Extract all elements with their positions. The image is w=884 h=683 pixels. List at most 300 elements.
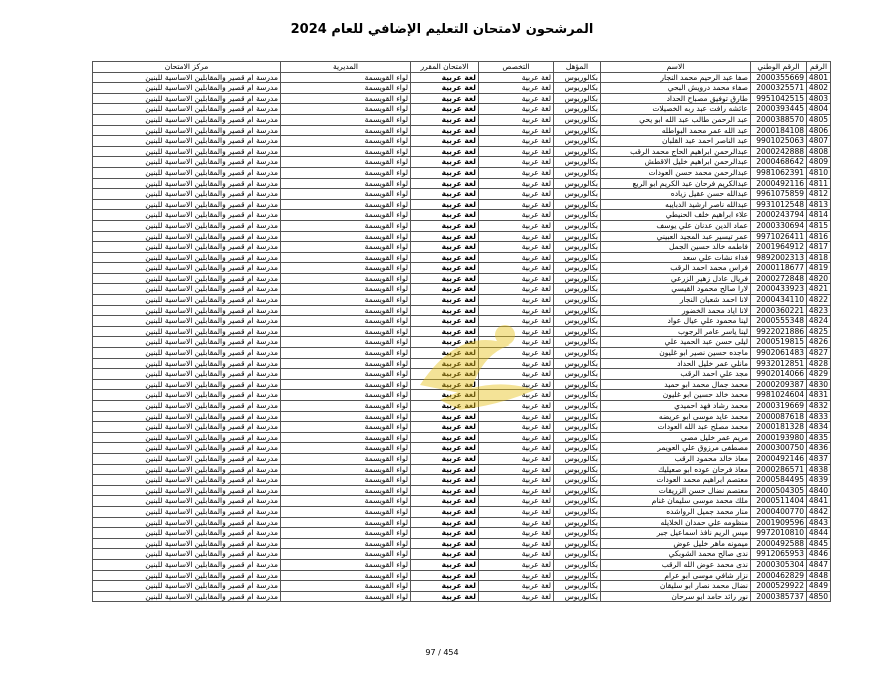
cell-scheduled-exam: لغة عربية bbox=[411, 146, 479, 157]
cell-specialization: لغة عربية bbox=[479, 432, 554, 443]
cell-name: ليلى حسن عبد الحميد علي bbox=[601, 337, 751, 348]
cell-specialization: لغة عربية bbox=[479, 517, 554, 528]
cell-national-id: 2000555348 bbox=[751, 316, 807, 327]
cell-qualification: بكالوريوس bbox=[554, 93, 601, 104]
cell-exam-center: مدرسة ام قصير والمقابلين الاساسية للبنين bbox=[93, 464, 281, 475]
table-row bbox=[93, 220, 831, 231]
cell-specialization: لغة عربية bbox=[479, 210, 554, 221]
cell-directorate: لواء القويسمة bbox=[281, 83, 411, 94]
cell-scheduled-exam: لغة عربية bbox=[411, 263, 479, 274]
cell-national-id: 2000355669 bbox=[751, 72, 807, 83]
cell-name: لارا صالح محمود القيسي bbox=[601, 284, 751, 295]
table-row bbox=[93, 570, 831, 581]
cell-directorate: لواء القويسمة bbox=[281, 220, 411, 231]
cell-scheduled-exam: لغة عربية bbox=[411, 305, 479, 316]
cell-national-id: 9971026411 bbox=[751, 231, 807, 242]
table-row bbox=[93, 348, 831, 359]
cell-qualification: بكالوريوس bbox=[554, 273, 601, 284]
cell-scheduled-exam: لغة عربية bbox=[411, 432, 479, 443]
cell-qualification: بكالوريوس bbox=[554, 178, 601, 189]
cell-number: 4827 bbox=[807, 348, 831, 359]
cell-scheduled-exam: لغة عربية bbox=[411, 379, 479, 390]
cell-specialization: لغة عربية bbox=[479, 379, 554, 390]
cell-scheduled-exam: لغة عربية bbox=[411, 401, 479, 412]
cell-number: 4819 bbox=[807, 263, 831, 274]
cell-number: 4826 bbox=[807, 337, 831, 348]
cell-name: ندى محمد عوض الله الرقب bbox=[601, 559, 751, 570]
cell-number: 4823 bbox=[807, 305, 831, 316]
cell-national-id: 9912065953 bbox=[751, 549, 807, 560]
cell-directorate: لواء القويسمة bbox=[281, 210, 411, 221]
cell-number: 4836 bbox=[807, 443, 831, 454]
cell-scheduled-exam: لغة عربية bbox=[411, 422, 479, 433]
cell-scheduled-exam: لغة عربية bbox=[411, 104, 479, 115]
cell-exam-center: مدرسة ام قصير والمقابلين الاساسية للبنين bbox=[93, 337, 281, 348]
cell-directorate: لواء القويسمة bbox=[281, 348, 411, 359]
cell-name: مانلي عمر خليل الحداد bbox=[601, 358, 751, 369]
cell-directorate: لواء القويسمة bbox=[281, 114, 411, 125]
table-row bbox=[93, 369, 831, 380]
cell-directorate: لواء القويسمة bbox=[281, 252, 411, 263]
cell-exam-center: مدرسة ام قصير والمقابلين الاساسية للبنين bbox=[93, 231, 281, 242]
cell-qualification: بكالوريوس bbox=[554, 432, 601, 443]
cell-qualification: بكالوريوس bbox=[554, 496, 601, 507]
cell-directorate: لواء القويسمة bbox=[281, 326, 411, 337]
table-row bbox=[93, 104, 831, 115]
cell-directorate: لواء القويسمة bbox=[281, 517, 411, 528]
cell-national-id: 9951042515 bbox=[751, 93, 807, 104]
cell-qualification: بكالوريوس bbox=[554, 401, 601, 412]
cell-name: عماد الدين عدنان علي يوسف bbox=[601, 220, 751, 231]
cell-scheduled-exam: لغة عربية bbox=[411, 348, 479, 359]
cell-scheduled-exam: لغة عربية bbox=[411, 273, 479, 284]
table-row bbox=[93, 93, 831, 104]
cell-number: 4845 bbox=[807, 538, 831, 549]
cell-scheduled-exam: لغة عربية bbox=[411, 231, 479, 242]
cell-scheduled-exam: لغة عربية bbox=[411, 538, 479, 549]
cell-exam-center: مدرسة ام قصير والمقابلين الاساسية للبنين bbox=[93, 125, 281, 136]
cell-specialization: لغة عربية bbox=[479, 549, 554, 560]
cell-exam-center: مدرسة ام قصير والمقابلين الاساسية للبنين bbox=[93, 316, 281, 327]
cell-scheduled-exam: لغة عربية bbox=[411, 453, 479, 464]
cell-scheduled-exam: لغة عربية bbox=[411, 72, 479, 83]
cell-name: ميس الريم نافذ اسماعيل جبر bbox=[601, 528, 751, 539]
cell-exam-center: مدرسة ام قصير والمقابلين الاساسية للبنين bbox=[93, 496, 281, 507]
cell-number: 4811 bbox=[807, 178, 831, 189]
cell-specialization: لغة عربية bbox=[479, 295, 554, 306]
cell-qualification: بكالوريوس bbox=[554, 591, 601, 602]
cell-exam-center: مدرسة ام قصير والمقابلين الاساسية للبنين bbox=[93, 549, 281, 560]
table-row bbox=[93, 517, 831, 528]
cell-exam-center: مدرسة ام قصير والمقابلين الاساسية للبنين bbox=[93, 305, 281, 316]
cell-exam-center: مدرسة ام قصير والمقابلين الاساسية للبنين bbox=[93, 379, 281, 390]
cell-scheduled-exam: لغة عربية bbox=[411, 242, 479, 253]
cell-specialization: لغة عربية bbox=[479, 422, 554, 433]
cell-qualification: بكالوريوس bbox=[554, 559, 601, 570]
cell-number: 4839 bbox=[807, 475, 831, 486]
cell-national-id: 2000393445 bbox=[751, 104, 807, 115]
cell-scheduled-exam: لغة عربية bbox=[411, 114, 479, 125]
cell-qualification: بكالوريوس bbox=[554, 189, 601, 200]
cell-number: 4837 bbox=[807, 453, 831, 464]
cell-specialization: لغة عربية bbox=[479, 485, 554, 496]
cell-qualification: بكالوريوس bbox=[554, 167, 601, 178]
cell-number: 4815 bbox=[807, 220, 831, 231]
table-row bbox=[93, 231, 831, 242]
cell-name: فريال عادل زهير الزرعي bbox=[601, 273, 751, 284]
cell-exam-center: مدرسة ام قصير والمقابلين الاساسية للبنين bbox=[93, 220, 281, 231]
cell-exam-center: مدرسة ام قصير والمقابلين الاساسية للبنين bbox=[93, 284, 281, 295]
table-row bbox=[93, 263, 831, 274]
cell-number: 4816 bbox=[807, 231, 831, 242]
cell-scheduled-exam: لغة عربية bbox=[411, 559, 479, 570]
table-row bbox=[93, 432, 831, 443]
cell-name: لينا ياسر عامر الرجوب bbox=[601, 326, 751, 337]
cell-scheduled-exam: لغة عربية bbox=[411, 369, 479, 380]
cell-national-id: 2000462829 bbox=[751, 570, 807, 581]
cell-national-id: 2000400770 bbox=[751, 506, 807, 517]
cell-specialization: لغة عربية bbox=[479, 157, 554, 168]
cell-number: 4821 bbox=[807, 284, 831, 295]
cell-name: عمر تيسير عبد المجيد العبيني bbox=[601, 231, 751, 242]
cell-qualification: بكالوريوس bbox=[554, 517, 601, 528]
cell-directorate: لواء القويسمة bbox=[281, 453, 411, 464]
table-row bbox=[93, 358, 831, 369]
cell-specialization: لغة عربية bbox=[479, 305, 554, 316]
cell-name: نزار شافي موسى ابو عرام bbox=[601, 570, 751, 581]
cell-qualification: بكالوريوس bbox=[554, 337, 601, 348]
cell-national-id: 2000325571 bbox=[751, 83, 807, 94]
cell-scheduled-exam: لغة عربية bbox=[411, 549, 479, 560]
cell-exam-center: مدرسة ام قصير والمقابلين الاساسية للبنين bbox=[93, 263, 281, 274]
cell-specialization: لغة عربية bbox=[479, 453, 554, 464]
cell-exam-center: مدرسة ام قصير والمقابلين الاساسية للبنين bbox=[93, 485, 281, 496]
cell-qualification: بكالوريوس bbox=[554, 443, 601, 454]
cell-specialization: لغة عربية bbox=[479, 591, 554, 602]
cell-name: عبدالرحمن محمد حسن العودات bbox=[601, 167, 751, 178]
cell-scheduled-exam: لغة عربية bbox=[411, 485, 479, 496]
cell-name: محمد عايد موسى ابو عريضه bbox=[601, 411, 751, 422]
cell-exam-center: مدرسة ام قصير والمقابلين الاساسية للبنين bbox=[93, 146, 281, 157]
cell-national-id: 2001909596 bbox=[751, 517, 807, 528]
table-row bbox=[93, 273, 831, 284]
cell-national-id: 9902014066 bbox=[751, 369, 807, 380]
cell-specialization: لغة عربية bbox=[479, 125, 554, 136]
cell-specialization: لغة عربية bbox=[479, 93, 554, 104]
cell-number: 4850 bbox=[807, 591, 831, 602]
cell-directorate: لواء القويسمة bbox=[281, 167, 411, 178]
cell-exam-center: مدرسة ام قصير والمقابلين الاساسية للبنين bbox=[93, 242, 281, 253]
cell-qualification: بكالوريوس bbox=[554, 316, 601, 327]
cell-national-id: 2000511404 bbox=[751, 496, 807, 507]
cell-name: عبد الناصر احمد عبد القلبان bbox=[601, 136, 751, 147]
cell-specialization: لغة عربية bbox=[479, 570, 554, 581]
cell-name: محمد خالد حسين ابو غليون bbox=[601, 390, 751, 401]
cell-scheduled-exam: لغة عربية bbox=[411, 189, 479, 200]
cell-number: 4848 bbox=[807, 570, 831, 581]
cell-name: عبدالكريم فرحان عبد الكريم ابو الربع bbox=[601, 178, 751, 189]
table-row bbox=[93, 496, 831, 507]
header-specialization: التخصص bbox=[479, 62, 554, 73]
table-row bbox=[93, 485, 831, 496]
cell-national-id: 2000184108 bbox=[751, 125, 807, 136]
cell-number: 4824 bbox=[807, 316, 831, 327]
cell-national-id: 9892002313 bbox=[751, 252, 807, 263]
cell-directorate: لواء القويسمة bbox=[281, 591, 411, 602]
cell-exam-center: مدرسة ام قصير والمقابلين الاساسية للبنين bbox=[93, 538, 281, 549]
cell-exam-center: مدرسة ام قصير والمقابلين الاساسية للبنين bbox=[93, 199, 281, 210]
cell-exam-center: مدرسة ام قصير والمقابلين الاساسية للبنين bbox=[93, 517, 281, 528]
cell-number: 4809 bbox=[807, 157, 831, 168]
cell-exam-center: مدرسة ام قصير والمقابلين الاساسية للبنين bbox=[93, 581, 281, 592]
cell-specialization: لغة عربية bbox=[479, 348, 554, 359]
cell-directorate: لواء القويسمة bbox=[281, 189, 411, 200]
cell-name: ميمونه ماهر خليل عوض bbox=[601, 538, 751, 549]
cell-name: صفا عبد الرحيم محمد النجار bbox=[601, 72, 751, 83]
cell-name: عبدالرحمن ابراهيم الحاج محمد الرقب bbox=[601, 146, 751, 157]
table-row bbox=[93, 464, 831, 475]
cell-specialization: لغة عربية bbox=[479, 337, 554, 348]
cell-name: مصطفى مرزوق علي العويمر bbox=[601, 443, 751, 454]
cell-name: فداء نشات علي سعد bbox=[601, 252, 751, 263]
cell-directorate: لواء القويسمة bbox=[281, 549, 411, 560]
cell-national-id: 9972010810 bbox=[751, 528, 807, 539]
cell-number: 4832 bbox=[807, 401, 831, 412]
cell-qualification: بكالوريوس bbox=[554, 199, 601, 210]
header-exam-center: مركز الامتحان bbox=[93, 62, 281, 73]
cell-qualification: بكالوريوس bbox=[554, 379, 601, 390]
cell-directorate: لواء القويسمة bbox=[281, 496, 411, 507]
cell-number: 4835 bbox=[807, 432, 831, 443]
cell-number: 4807 bbox=[807, 136, 831, 147]
cell-exam-center: مدرسة ام قصير والمقابلين الاساسية للبنين bbox=[93, 157, 281, 168]
cell-qualification: بكالوريوس bbox=[554, 475, 601, 486]
cell-qualification: بكالوريوس bbox=[554, 358, 601, 369]
cell-number: 4802 bbox=[807, 83, 831, 94]
cell-name: عبدالرحمن ابراهيم خليل الاقطش bbox=[601, 157, 751, 168]
cell-number: 4833 bbox=[807, 411, 831, 422]
table-row bbox=[93, 284, 831, 295]
cell-qualification: بكالوريوس bbox=[554, 506, 601, 517]
cell-exam-center: مدرسة ام قصير والمقابلين الاساسية للبنين bbox=[93, 369, 281, 380]
cell-exam-center: مدرسة ام قصير والمقابلين الاساسية للبنين bbox=[93, 348, 281, 359]
cell-specialization: لغة عربية bbox=[479, 114, 554, 125]
cell-specialization: لغة عربية bbox=[479, 538, 554, 549]
cell-name: معتصم ابراهيم محمد العودات bbox=[601, 475, 751, 486]
cell-exam-center: مدرسة ام قصير والمقابلين الاساسية للبنين bbox=[93, 93, 281, 104]
cell-scheduled-exam: لغة عربية bbox=[411, 390, 479, 401]
cell-name: محمد مصلح عبد الله العودات bbox=[601, 422, 751, 433]
cell-specialization: لغة عربية bbox=[479, 83, 554, 94]
cell-qualification: بكالوريوس bbox=[554, 485, 601, 496]
cell-directorate: لواء القويسمة bbox=[281, 295, 411, 306]
cell-directorate: لواء القويسمة bbox=[281, 273, 411, 284]
cell-scheduled-exam: لغة عربية bbox=[411, 199, 479, 210]
cell-qualification: بكالوريوس bbox=[554, 252, 601, 263]
cell-directorate: لواء القويسمة bbox=[281, 125, 411, 136]
cell-directorate: لواء القويسمة bbox=[281, 464, 411, 475]
cell-directorate: لواء القويسمة bbox=[281, 369, 411, 380]
cell-exam-center: مدرسة ام قصير والمقابلين الاساسية للبنين bbox=[93, 178, 281, 189]
cell-number: 4803 bbox=[807, 93, 831, 104]
cell-name: ماجده حسين نصير ابو غليون bbox=[601, 348, 751, 359]
cell-qualification: بكالوريوس bbox=[554, 305, 601, 316]
cell-number: 4822 bbox=[807, 295, 831, 306]
cell-specialization: لغة عربية bbox=[479, 167, 554, 178]
cell-qualification: بكالوريوس bbox=[554, 390, 601, 401]
cell-national-id: 2000385737 bbox=[751, 591, 807, 602]
cell-directorate: لواء القويسمة bbox=[281, 316, 411, 327]
cell-national-id: 9901025063 bbox=[751, 136, 807, 147]
cell-exam-center: مدرسة ام قصير والمقابلين الاساسية للبنين bbox=[93, 252, 281, 263]
cell-specialization: لغة عربية bbox=[479, 178, 554, 189]
table-row bbox=[93, 125, 831, 136]
cell-name: لانا اياد محمد الخضور bbox=[601, 305, 751, 316]
cell-scheduled-exam: لغة عربية bbox=[411, 496, 479, 507]
cell-specialization: لغة عربية bbox=[479, 252, 554, 263]
cell-specialization: لغة عربية bbox=[479, 231, 554, 242]
table-row bbox=[93, 443, 831, 454]
cell-scheduled-exam: لغة عربية bbox=[411, 326, 479, 337]
table-row bbox=[93, 559, 831, 570]
table-row bbox=[93, 411, 831, 422]
cell-number: 4830 bbox=[807, 379, 831, 390]
cell-scheduled-exam: لغة عربية bbox=[411, 411, 479, 422]
cell-specialization: لغة عربية bbox=[479, 443, 554, 454]
cell-name: طارق توفيق مصباح الحداد bbox=[601, 93, 751, 104]
cell-number: 4831 bbox=[807, 390, 831, 401]
cell-name: معاذ فرحان عوده ابو صعيليك bbox=[601, 464, 751, 475]
table-row bbox=[93, 390, 831, 401]
cell-exam-center: مدرسة ام قصير والمقابلين الاساسية للبنين bbox=[93, 390, 281, 401]
table-row bbox=[93, 210, 831, 221]
table-row bbox=[93, 167, 831, 178]
cell-national-id: 2000504305 bbox=[751, 485, 807, 496]
header-name: الاسم bbox=[601, 62, 751, 73]
table-row bbox=[93, 316, 831, 327]
cell-qualification: بكالوريوس bbox=[554, 231, 601, 242]
cell-specialization: لغة عربية bbox=[479, 146, 554, 157]
cell-scheduled-exam: لغة عربية bbox=[411, 464, 479, 475]
cell-exam-center: مدرسة ام قصير والمقابلين الاساسية للبنين bbox=[93, 114, 281, 125]
cell-scheduled-exam: لغة عربية bbox=[411, 570, 479, 581]
cell-name: معاذ خالد محمود الرقب bbox=[601, 453, 751, 464]
cell-name: نور رائد حامد ابو سرحان bbox=[601, 591, 751, 602]
cell-national-id: 2000243794 bbox=[751, 210, 807, 221]
cell-qualification: بكالوريوس bbox=[554, 284, 601, 295]
cell-directorate: لواء القويسمة bbox=[281, 358, 411, 369]
cell-qualification: بكالوريوس bbox=[554, 104, 601, 115]
cell-national-id: 2000468642 bbox=[751, 157, 807, 168]
cell-national-id: 2000584495 bbox=[751, 475, 807, 486]
cell-name: فراس محمد احمد الرقب bbox=[601, 263, 751, 274]
cell-specialization: لغة عربية bbox=[479, 220, 554, 231]
cell-directorate: لواء القويسمة bbox=[281, 559, 411, 570]
cell-scheduled-exam: لغة عربية bbox=[411, 83, 479, 94]
cell-national-id: 2000529922 bbox=[751, 581, 807, 592]
cell-directorate: لواء القويسمة bbox=[281, 146, 411, 157]
cell-exam-center: مدرسة ام قصير والمقابلين الاساسية للبنين bbox=[93, 559, 281, 570]
page-number: 97 / 454 bbox=[425, 648, 459, 657]
cell-number: 4818 bbox=[807, 252, 831, 263]
cell-scheduled-exam: لغة عربية bbox=[411, 167, 479, 178]
cell-exam-center: مدرسة ام قصير والمقابلين الاساسية للبنين bbox=[93, 506, 281, 517]
cell-national-id: 2000360221 bbox=[751, 305, 807, 316]
cell-national-id: 9931012548 bbox=[751, 199, 807, 210]
cell-specialization: لغة عربية bbox=[479, 72, 554, 83]
cell-qualification: بكالوريوس bbox=[554, 242, 601, 253]
cell-number: 4812 bbox=[807, 189, 831, 200]
cell-directorate: لواء القويسمة bbox=[281, 242, 411, 253]
cell-name: فاطمه خالد حسين الجمل bbox=[601, 242, 751, 253]
cell-number: 4846 bbox=[807, 549, 831, 560]
cell-number: 4817 bbox=[807, 242, 831, 253]
cell-directorate: لواء القويسمة bbox=[281, 379, 411, 390]
cell-name: صفاء محمد درويش البحي bbox=[601, 83, 751, 94]
cell-directorate: لواء القويسمة bbox=[281, 104, 411, 115]
cell-national-id: 2000087618 bbox=[751, 411, 807, 422]
cell-qualification: بكالوريوس bbox=[554, 125, 601, 136]
cell-exam-center: مدرسة ام قصير والمقابلين الاساسية للبنين bbox=[93, 295, 281, 306]
cell-exam-center: مدرسة ام قصير والمقابلين الاساسية للبنين bbox=[93, 167, 281, 178]
table-header-row bbox=[93, 62, 831, 73]
cell-name: علاء ابراهيم خلف الحنيطي bbox=[601, 210, 751, 221]
cell-exam-center: مدرسة ام قصير والمقابلين الاساسية للبنين bbox=[93, 210, 281, 221]
candidates-table bbox=[92, 61, 831, 602]
table-row bbox=[93, 242, 831, 253]
cell-directorate: لواء القويسمة bbox=[281, 475, 411, 486]
cell-scheduled-exam: لغة عربية bbox=[411, 517, 479, 528]
cell-national-id: 2000305304 bbox=[751, 559, 807, 570]
cell-number: 4841 bbox=[807, 496, 831, 507]
table-row bbox=[93, 252, 831, 263]
table-row bbox=[93, 326, 831, 337]
cell-exam-center: مدرسة ام قصير والمقابلين الاساسية للبنين bbox=[93, 591, 281, 602]
cell-national-id: 2000492146 bbox=[751, 453, 807, 464]
cell-directorate: لواء القويسمة bbox=[281, 390, 411, 401]
cell-exam-center: مدرسة ام قصير والمقابلين الاساسية للبنين bbox=[93, 273, 281, 284]
cell-number: 4804 bbox=[807, 104, 831, 115]
table-row bbox=[93, 305, 831, 316]
cell-qualification: بكالوريوس bbox=[554, 411, 601, 422]
cell-national-id: 2000388570 bbox=[751, 114, 807, 125]
cell-number: 4849 bbox=[807, 581, 831, 592]
cell-number: 4838 bbox=[807, 464, 831, 475]
table-row bbox=[93, 422, 831, 433]
cell-national-id: 2000272848 bbox=[751, 273, 807, 284]
cell-directorate: لواء القويسمة bbox=[281, 581, 411, 592]
cell-directorate: لواء القويسمة bbox=[281, 422, 411, 433]
cell-scheduled-exam: لغة عربية bbox=[411, 178, 479, 189]
cell-qualification: بكالوريوس bbox=[554, 210, 601, 221]
cell-national-id: 2000181328 bbox=[751, 422, 807, 433]
cell-qualification: بكالوريوس bbox=[554, 146, 601, 157]
cell-scheduled-exam: لغة عربية bbox=[411, 93, 479, 104]
cell-national-id: 9961075859 bbox=[751, 189, 807, 200]
cell-directorate: لواء القويسمة bbox=[281, 72, 411, 83]
table-row bbox=[93, 337, 831, 348]
cell-number: 4820 bbox=[807, 273, 831, 284]
cell-directorate: لواء القويسمة bbox=[281, 401, 411, 412]
cell-number: 4840 bbox=[807, 485, 831, 496]
cell-name: مجد علي احمد الرقب bbox=[601, 369, 751, 380]
cell-name: لانا احمد شعبان النجار bbox=[601, 295, 751, 306]
cell-directorate: لواء القويسمة bbox=[281, 411, 411, 422]
cell-national-id: 9902061483 bbox=[751, 348, 807, 359]
cell-directorate: لواء القويسمة bbox=[281, 93, 411, 104]
cell-specialization: لغة عربية bbox=[479, 326, 554, 337]
cell-scheduled-exam: لغة عربية bbox=[411, 528, 479, 539]
